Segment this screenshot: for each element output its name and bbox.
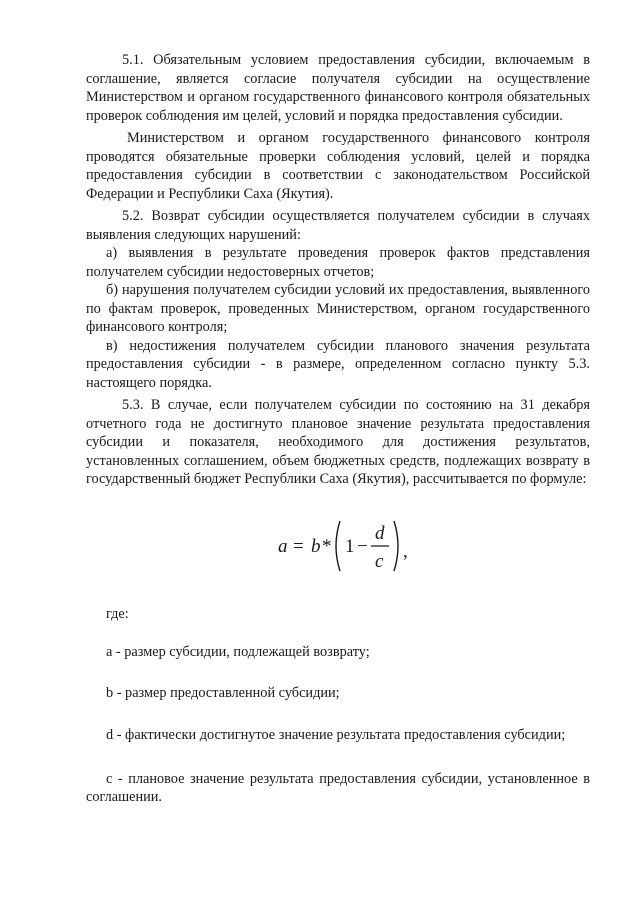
formula-minus: − — [357, 535, 368, 557]
formula-star: * — [322, 535, 332, 557]
formula-comma: , — [403, 540, 408, 562]
definition-a: а - размер субсидии, подлежащей возврату; — [106, 644, 370, 660]
formula-equals: = — [293, 535, 304, 557]
formula-right-paren — [394, 521, 398, 571]
formula-left-paren — [336, 521, 340, 571]
refund-formula — [86, 499, 590, 591]
definition-b: b - размер предоставленной субсидии; — [106, 684, 340, 701]
paragraph-5-3: 5.3. В случае, если получателем субсидии по состоянию на 31 декабря отчетного года не достигнуто плановое значение результата предоставления субсидии и показателя, необходимого для достижения результатов, установленных соглашением, объем бюджетных средств, подлежащих возврату в государственный бюджет Республики Саха (Якутия), рассчитывается по формуле: — [86, 397, 590, 487]
definition-d: d - фактически достигнутое значение результата предоставления субсидии; — [106, 727, 566, 743]
formula-lhs: a — [278, 535, 288, 557]
paragraph-5-2: 5.2. Возврат субсидии осуществляется получателем субсидии в случаях выявления следующих нарушений: — [86, 208, 590, 243]
paragraph-5-2-item-a: а) выявления в результате проведения проверок фактов представления получателем субсидии недостоверных отчетов; — [86, 245, 590, 280]
formula-one: 1 — [345, 535, 355, 557]
definition-c: с - плановое значение результата предоставления субсидии, установленное в соглашении. — [86, 770, 590, 805]
formula-b: b — [311, 535, 321, 557]
paragraph-5-1: 5.1. Обязательным условием предоставления субсидии, включаемым в соглашение, является согласие получателя субсидии на осуществление Министерством и органом государственного финансового контроля обязательных проверок соблюдения им целей, условий и порядка предоставления субсидии. — [86, 52, 590, 124]
formula-denominator: c — [375, 550, 384, 572]
formula-numerator: d — [375, 522, 385, 544]
formula-svg — [276, 501, 416, 589]
paragraph-5-1-continued: Министерством и органом государственного финансового контроля проводятся обязательные проверки соблюдения условий, целей и порядка предоставления субсидии в соответствии с законодательством Российской Федерации и Республики Саха (Якутия). — [86, 130, 590, 202]
paragraph-5-2-item-b: б) нарушения получателем субсидии условий их предоставления, выявленного по фактам проверок, проведенных Министерством, органом государственного финансового контроля; — [86, 282, 590, 335]
where-label: где: — [106, 605, 129, 622]
paragraph-5-2-item-c: в) недостижения получателем субсидии планового значения результата предоставления субсидии - в размере, определенном согласно пункту 5.3. настоящего порядка. — [86, 337, 590, 391]
